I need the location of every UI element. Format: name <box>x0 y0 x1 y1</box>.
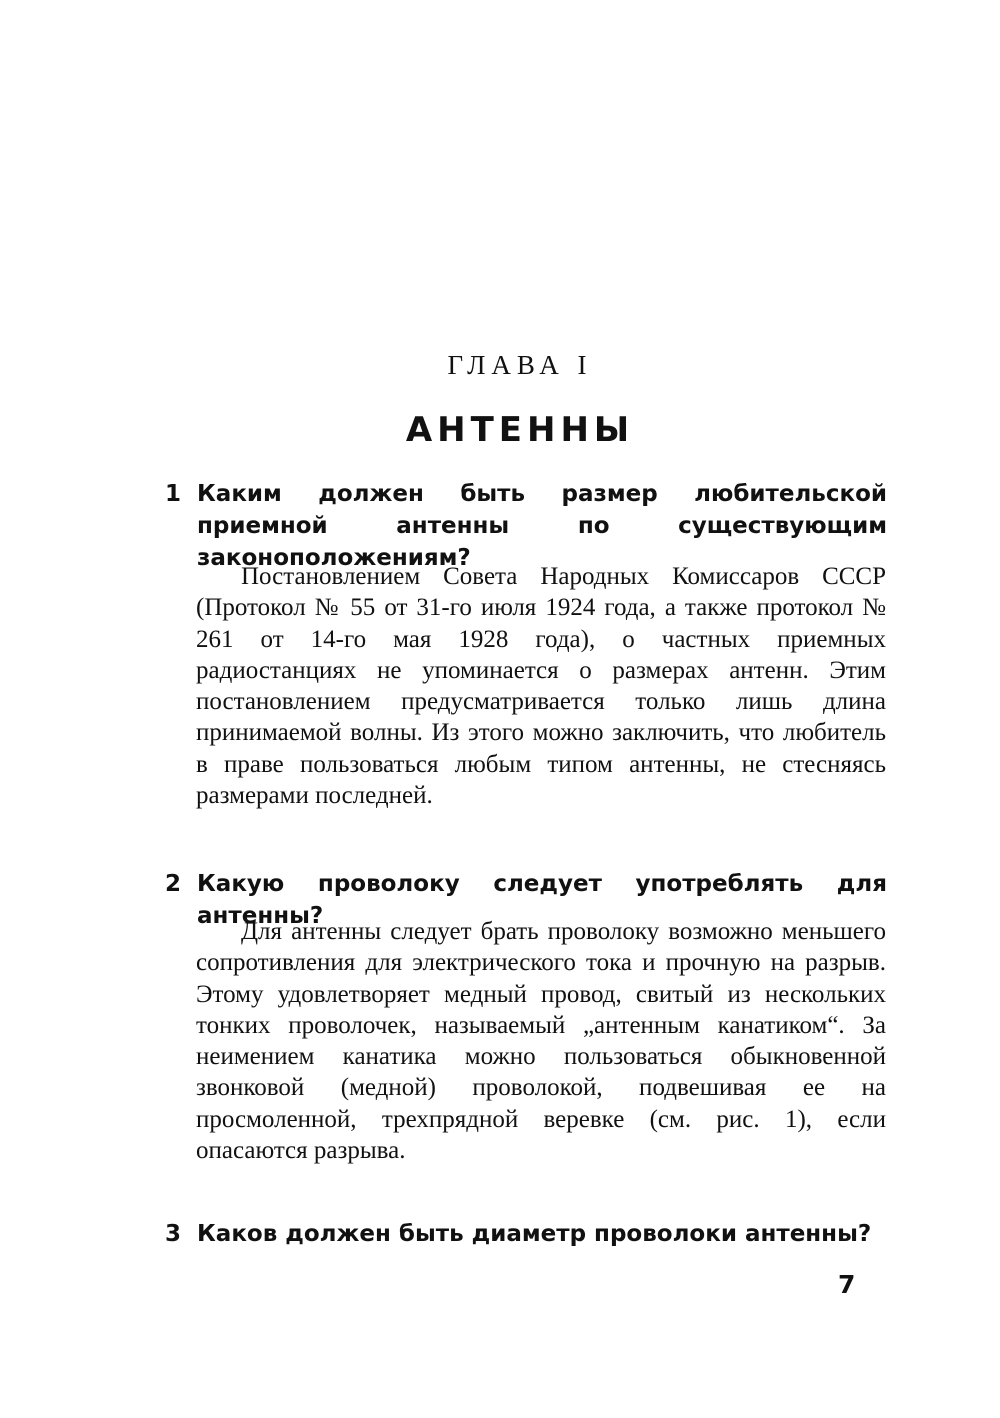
chapter-title: АНТЕННЫ <box>405 410 635 450</box>
answer-2: Для антенны следует брать проволоку возможно меньшего сопротивления для электрического тока и прочную на разрыв. Этому удовлетворяет медный провод, свитый из нескольких тонких проволочек, называемый „антенным канатиком“. За неимением канатика можно пользоваться обыкновенной звонковой (медной) проволокой, подвешивая ее на просмоленной, трехпрядной веревке (см. рис. 1), если опасаются разрыва. <box>196 918 886 1165</box>
question-text: Каков должен быть диаметр проволоки антенны? <box>197 1221 872 1247</box>
question-text: Какую проволоку следует употреблять для антенны? <box>197 871 887 929</box>
question-number: 1 <box>165 481 182 507</box>
question-text: Каким должен быть размер любительской приемной антенны по существующим законоположениям? <box>197 481 887 571</box>
page-number: 7 <box>838 1270 856 1299</box>
chapter-label: ГЛАВА I <box>447 350 593 380</box>
question-3 <box>165 1218 887 1250</box>
question-number: 3 <box>165 1221 182 1247</box>
answer-1: Постановлением Совета Народных Комиссаров СССР (Протокол № 55 от 31-го июля 1924 года, а также протокол № 261 от 14-го мая 1928 года), о частных приемных радиостанциях не упоминается о размерах антенн. Этим постановлением предусматривается только лишь длина принимаемой волны. Из этого можно заключить, что любитель в праве пользоваться любым типом антенны, не стесняясь размерами последней. <box>196 563 886 810</box>
question-1 <box>165 478 887 574</box>
question-number: 2 <box>165 871 182 897</box>
